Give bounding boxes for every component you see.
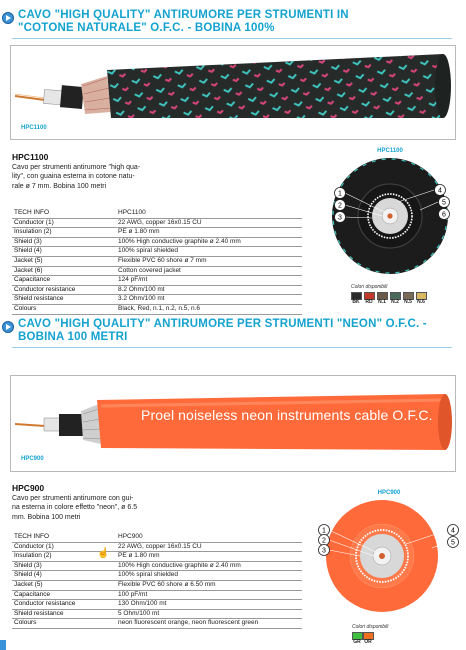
spec-key: Shield resistance: [14, 295, 64, 303]
section1-colors-label: Colori disponibili: [351, 284, 388, 290]
spec-key: Conductor resistance: [14, 285, 76, 293]
table-row: [12, 228, 302, 238]
neon-cable-icon: [11, 376, 455, 471]
desc-line: lity", con guaina esterna in cotone natu-: [12, 173, 135, 181]
section2-title-line1: CAVO "HIGH QUALITY" ANTIRUMORE PER STRUMENTI "NEON" O.F.C. -: [18, 318, 427, 330]
spec-key: Jacket (6): [14, 266, 43, 274]
table-row: [12, 571, 302, 581]
spec-value: PE ø 1.80 mm: [118, 228, 160, 236]
table-row: [12, 256, 302, 266]
table-row: [12, 590, 302, 600]
section2-title-line2: BOBINA 100 METRI: [18, 331, 128, 343]
table-row: [12, 285, 302, 295]
table-row: [12, 580, 302, 590]
spec-value: Cotton covered jacket: [118, 266, 181, 274]
table-row: [12, 304, 302, 314]
table-header-row: [12, 533, 302, 542]
swatch-label: OR: [364, 639, 372, 645]
spec-value: neon fluorescent orange, neon fluorescent green: [118, 619, 259, 627]
spec-value: 100% High conductive graphite ø 2.40 mm: [118, 561, 241, 569]
section1-spec-table: [12, 209, 302, 315]
callout-label: 1: [322, 527, 326, 535]
callout-label: 4: [438, 187, 442, 195]
spec-key: Insulation (2): [14, 552, 52, 560]
table-row: [12, 561, 302, 571]
table-header-cell: TECH INFO: [14, 533, 50, 540]
spec-key: Jacket (5): [14, 256, 43, 264]
spec-key: Shield (3): [14, 237, 42, 245]
callout-label: 5: [442, 199, 446, 207]
swatch-label: GR: [353, 639, 361, 645]
table-header-cell: TECH INFO: [14, 209, 50, 216]
table-row: [12, 266, 302, 276]
swatch-label: N.1: [378, 299, 386, 305]
section2-colors-label: Colori disponibili: [352, 624, 389, 630]
spec-key: Capacitance: [14, 590, 51, 598]
spec-key: Shield resistance: [14, 609, 64, 617]
spec-value: Flexible PVC 60 shore ø 7 mm: [118, 256, 207, 264]
table-row: [12, 552, 302, 562]
section1-title-line2: "COTONE NATURALE" O.F.C. - BOBINA 100%: [18, 22, 275, 34]
table-header-row: [12, 209, 302, 218]
spec-key: Insulation (2): [14, 228, 52, 236]
spec-value: Black, Red, n.1, n.2, n.5, n.6: [118, 304, 201, 312]
spec-value: 100% spiral shielded: [118, 571, 178, 579]
neon-cross-section-icon: [316, 498, 462, 618]
section1-title-line1: CAVO "HIGH QUALITY" ANTIRUMORE PER STRUMENTI IN: [18, 9, 349, 21]
callout-label: 2: [322, 537, 326, 545]
section-bullet-icon: [2, 321, 14, 333]
spec-key: Shield (4): [14, 247, 42, 255]
cotton-cross-section-icon: [328, 154, 464, 278]
section2-product-code: HPC900: [12, 483, 45, 493]
spec-key: Shield (4): [14, 571, 42, 579]
spec-value: Flexible PVC 60 shore ø 6.50 mm: [118, 580, 216, 588]
section2-photo-code: HPC900: [21, 456, 44, 462]
desc-line: mm. Bobina 100 metri: [12, 513, 81, 521]
table-row: [12, 609, 302, 619]
desc-line: na esterna in colore effetto "neon", ø 6.5: [12, 504, 138, 512]
cotton-cable-icon: [11, 46, 455, 139]
section1-title: [18, 9, 349, 35]
section1-cable-photo: [10, 45, 456, 140]
spec-value: 130 Ohm/100 mt: [118, 600, 167, 608]
section2-cross-section-diagram: [316, 490, 462, 620]
spec-key: Conductor resistance: [14, 600, 76, 608]
spec-key: Capacitance: [14, 276, 51, 284]
table-row: [12, 542, 302, 552]
section-bullet-icon: [2, 12, 14, 24]
spec-value: 5 Ohm/100 mt: [118, 609, 160, 617]
spec-key: Colours: [14, 619, 37, 627]
table-header-cell: HPC900: [118, 533, 143, 540]
callout-label: 4: [451, 527, 455, 535]
spec-value: 22 AWG, copper 16x0.15 CU: [118, 218, 202, 226]
swatch-label: BK: [352, 299, 360, 305]
spec-value: 22 AWG, copper 16x0.15 CU: [118, 542, 202, 550]
spec-key: Colours: [14, 304, 37, 312]
table-row: [12, 237, 302, 247]
neon-cable-print: Proel noiseless neon instruments cable O.F.C.: [141, 407, 433, 423]
swatch-label: N.5: [404, 299, 412, 305]
desc-line: Cavo per strumenti antirumore "high qua-: [12, 164, 141, 171]
callout-label: 6: [442, 211, 446, 219]
callout-label: 2: [338, 202, 342, 210]
section2-title: [18, 318, 427, 344]
section2-cable-photo: [10, 375, 456, 472]
section1-rule: [12, 38, 452, 39]
spec-key: Jacket (5): [14, 580, 43, 588]
swatch-label: N.6: [417, 299, 425, 305]
table-row: [12, 218, 302, 228]
section2-diagram-code: HPC900: [377, 490, 401, 496]
callout-label: 1: [338, 190, 342, 198]
section2-spec-table: [12, 533, 302, 629]
spec-value: 100 pF/mt: [118, 590, 148, 598]
callout-label: 3: [338, 214, 342, 222]
table-row: [12, 600, 302, 610]
section2-description: [12, 494, 137, 522]
table-row: [12, 276, 302, 286]
table-header-cell: HPC1100: [118, 209, 146, 216]
section2-rule: [12, 347, 452, 348]
section1-description: [12, 163, 140, 191]
table-row: [12, 247, 302, 257]
swatch-label: N.2: [391, 299, 399, 305]
section1-product-code: HPC1100: [12, 152, 49, 162]
page-corner-tab: [0, 640, 6, 650]
spec-key: Shield (3): [14, 561, 42, 569]
desc-line: Cavo per strumenti antirumore con gui-: [12, 495, 134, 502]
section1-diagram-code: HPC1100: [377, 148, 403, 154]
callout-label: 5: [451, 539, 455, 547]
spec-key: Conductor (1): [14, 542, 54, 550]
spec-key: Conductor (1): [14, 218, 54, 226]
section1-photo-code: HPC1100: [21, 125, 47, 131]
spec-value: 3.2 Ohm/100 mt: [118, 295, 165, 303]
spec-value: PE ø 1.80 mm: [118, 552, 160, 560]
callout-label: 3: [322, 547, 326, 555]
spec-value: 8.2 Ohm/100 mt: [118, 285, 165, 293]
spec-value: 100% High conductive graphite ø 2.40 mm: [118, 237, 241, 245]
section1-cross-section-diagram: [328, 148, 464, 278]
swatch-label: RD: [365, 299, 373, 305]
hand-cursor-icon: ☝: [97, 548, 110, 559]
spec-value: 100% spiral shielded: [118, 247, 178, 255]
spec-value: 124 pF/mt: [118, 276, 148, 284]
table-row: [12, 619, 302, 629]
table-row: [12, 295, 302, 305]
desc-line: rale ø 7 mm. Bobina 100 metri: [12, 182, 107, 190]
